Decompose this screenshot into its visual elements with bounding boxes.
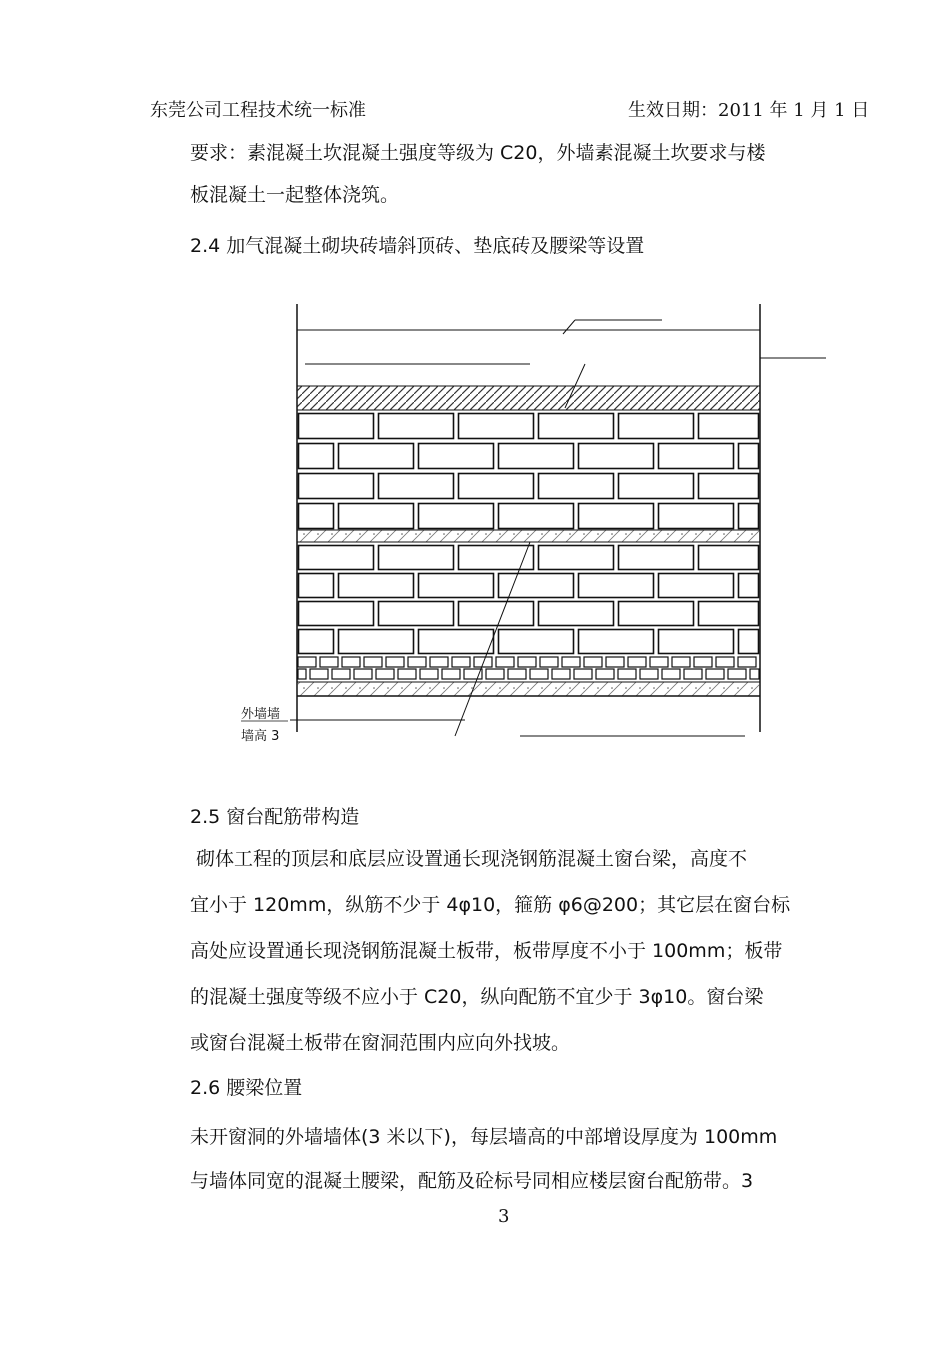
base-brick bbox=[442, 669, 460, 679]
brick bbox=[539, 414, 614, 439]
base-brick bbox=[750, 669, 759, 679]
base-small-bricks bbox=[298, 657, 759, 679]
base-brick bbox=[596, 669, 614, 679]
brick bbox=[579, 574, 654, 598]
brick bbox=[299, 414, 374, 439]
brick bbox=[299, 574, 334, 598]
brick bbox=[379, 474, 454, 499]
brick bbox=[539, 474, 614, 499]
section-2-5-title: 2.5 窗台配筋带构造 bbox=[190, 806, 360, 828]
brick bbox=[659, 504, 734, 529]
brick bbox=[459, 414, 534, 439]
section-2-5-line-2: 宜小于 120mm，纵筋不少于 4φ10，箍筋 φ6@200；其它层在窗台标 bbox=[190, 894, 791, 916]
base-brick bbox=[540, 657, 558, 667]
base-brick bbox=[452, 657, 470, 667]
brick bbox=[459, 474, 534, 499]
base-brick bbox=[706, 669, 724, 679]
base-brick bbox=[386, 657, 404, 667]
brick bbox=[339, 630, 414, 654]
lower-brick-courses bbox=[299, 546, 759, 654]
brick bbox=[739, 504, 759, 529]
section-2-6-title: 2.6 腰梁位置 bbox=[190, 1077, 303, 1099]
brick bbox=[299, 602, 374, 626]
base-brick bbox=[530, 669, 548, 679]
brick bbox=[699, 414, 759, 439]
brick bbox=[299, 504, 334, 529]
brick bbox=[739, 444, 759, 469]
label-wall-height: 墙高 3 bbox=[241, 729, 280, 744]
base-brick bbox=[672, 657, 690, 667]
brick bbox=[299, 630, 334, 654]
base-brick bbox=[552, 669, 570, 679]
brick bbox=[699, 474, 759, 499]
base-brick bbox=[320, 657, 338, 667]
base-brick bbox=[618, 669, 636, 679]
base-brick bbox=[508, 669, 526, 679]
base-brick bbox=[496, 657, 514, 667]
brick bbox=[579, 504, 654, 529]
base-brick bbox=[716, 657, 734, 667]
header-left: 东莞公司工程技术统一标准 bbox=[150, 100, 366, 121]
brick bbox=[499, 504, 574, 529]
section-2-5-line-4: 的混凝土强度等级不应小于 C20，纵向配筋不宜少于 3φ10。窗台梁 bbox=[190, 986, 764, 1008]
brick bbox=[659, 574, 734, 598]
brick bbox=[339, 574, 414, 598]
brick bbox=[339, 504, 414, 529]
section-2-6-line-1: 未开窗洞的外墙墙体(3 米以下)，每层墙高的中部增设厚度为 100mm bbox=[190, 1126, 778, 1148]
base-brick bbox=[684, 669, 702, 679]
page-number: 3 bbox=[498, 1206, 510, 1227]
brick bbox=[419, 574, 494, 598]
base-brick bbox=[662, 669, 680, 679]
waist-beam bbox=[297, 530, 760, 542]
intro-line-2: 板混凝土一起整体浇筑。 bbox=[190, 184, 400, 206]
base-brick bbox=[420, 669, 438, 679]
header-right: 生效日期：2011 年 1 月 1 日 bbox=[628, 100, 870, 121]
section-2-4-title: 2.4 加气混凝土砌块砖墙斜顶砖、垫底砖及腰梁等设置 bbox=[190, 235, 645, 257]
base-brick bbox=[298, 657, 316, 667]
brick bbox=[539, 602, 614, 626]
brick bbox=[299, 474, 374, 499]
brick bbox=[659, 444, 734, 469]
brick bbox=[459, 602, 534, 626]
brick bbox=[299, 546, 374, 570]
brick bbox=[739, 630, 759, 654]
base-brick bbox=[518, 657, 536, 667]
brick bbox=[619, 602, 694, 626]
brick bbox=[379, 414, 454, 439]
base-brick bbox=[728, 669, 746, 679]
brick bbox=[419, 444, 494, 469]
brick bbox=[619, 546, 694, 570]
section-2-5-line-5: 或窗台混凝土板带在窗洞范围内应向外找坡。 bbox=[190, 1032, 571, 1054]
base-brick bbox=[354, 669, 372, 679]
label-exterior-wall: 外墙墙 bbox=[241, 707, 281, 722]
brick bbox=[299, 444, 334, 469]
base-brick bbox=[398, 669, 416, 679]
wall-construction-diagram bbox=[230, 290, 830, 750]
base-brick bbox=[332, 669, 350, 679]
brick bbox=[539, 546, 614, 570]
brick bbox=[499, 444, 574, 469]
brick bbox=[699, 602, 759, 626]
base-brick bbox=[408, 657, 426, 667]
brick bbox=[339, 444, 414, 469]
brick bbox=[739, 574, 759, 598]
base-brick bbox=[584, 657, 602, 667]
brick bbox=[579, 630, 654, 654]
base-brick bbox=[298, 669, 306, 679]
brick bbox=[619, 414, 694, 439]
brick bbox=[619, 474, 694, 499]
section-2-6-line-2: 与墙体同宽的混凝土腰梁，配筋及砼标号同相应楼层窗台配筋带。3 bbox=[190, 1170, 754, 1192]
top-beam bbox=[297, 386, 760, 410]
brick bbox=[379, 546, 454, 570]
brick bbox=[459, 546, 534, 570]
intro-line-1: 要求：素混凝土坎混凝土强度等级为 C20，外墙素混凝土坎要求与楼 bbox=[190, 142, 766, 164]
base-brick bbox=[738, 657, 756, 667]
base-brick bbox=[650, 657, 668, 667]
base-brick bbox=[486, 669, 504, 679]
base-brick bbox=[562, 657, 580, 667]
brick bbox=[699, 546, 759, 570]
base-brick bbox=[376, 669, 394, 679]
base-brick bbox=[694, 657, 712, 667]
leader-top-tick bbox=[563, 320, 575, 334]
base-brick bbox=[474, 657, 492, 667]
brick bbox=[419, 504, 494, 529]
upper-brick-courses bbox=[299, 414, 759, 529]
section-2-5-line-1: 砌体工程的顶层和底层应设置通长现浇钢筋混凝土窗台梁，高度不 bbox=[196, 848, 748, 870]
brick bbox=[419, 630, 494, 654]
base-brick bbox=[342, 657, 360, 667]
base-brick bbox=[364, 657, 382, 667]
base-brick bbox=[606, 657, 624, 667]
base-brick bbox=[574, 669, 592, 679]
bottom-kerb bbox=[297, 682, 760, 696]
brick bbox=[579, 444, 654, 469]
brick bbox=[499, 630, 574, 654]
base-brick bbox=[310, 669, 328, 679]
brick bbox=[659, 630, 734, 654]
section-2-5-line-3: 高处应设置通长现浇钢筋混凝土板带，板带厚度不小于 100mm；板带 bbox=[190, 940, 783, 962]
brick bbox=[379, 602, 454, 626]
base-brick bbox=[628, 657, 646, 667]
base-brick bbox=[640, 669, 658, 679]
base-brick bbox=[430, 657, 448, 667]
